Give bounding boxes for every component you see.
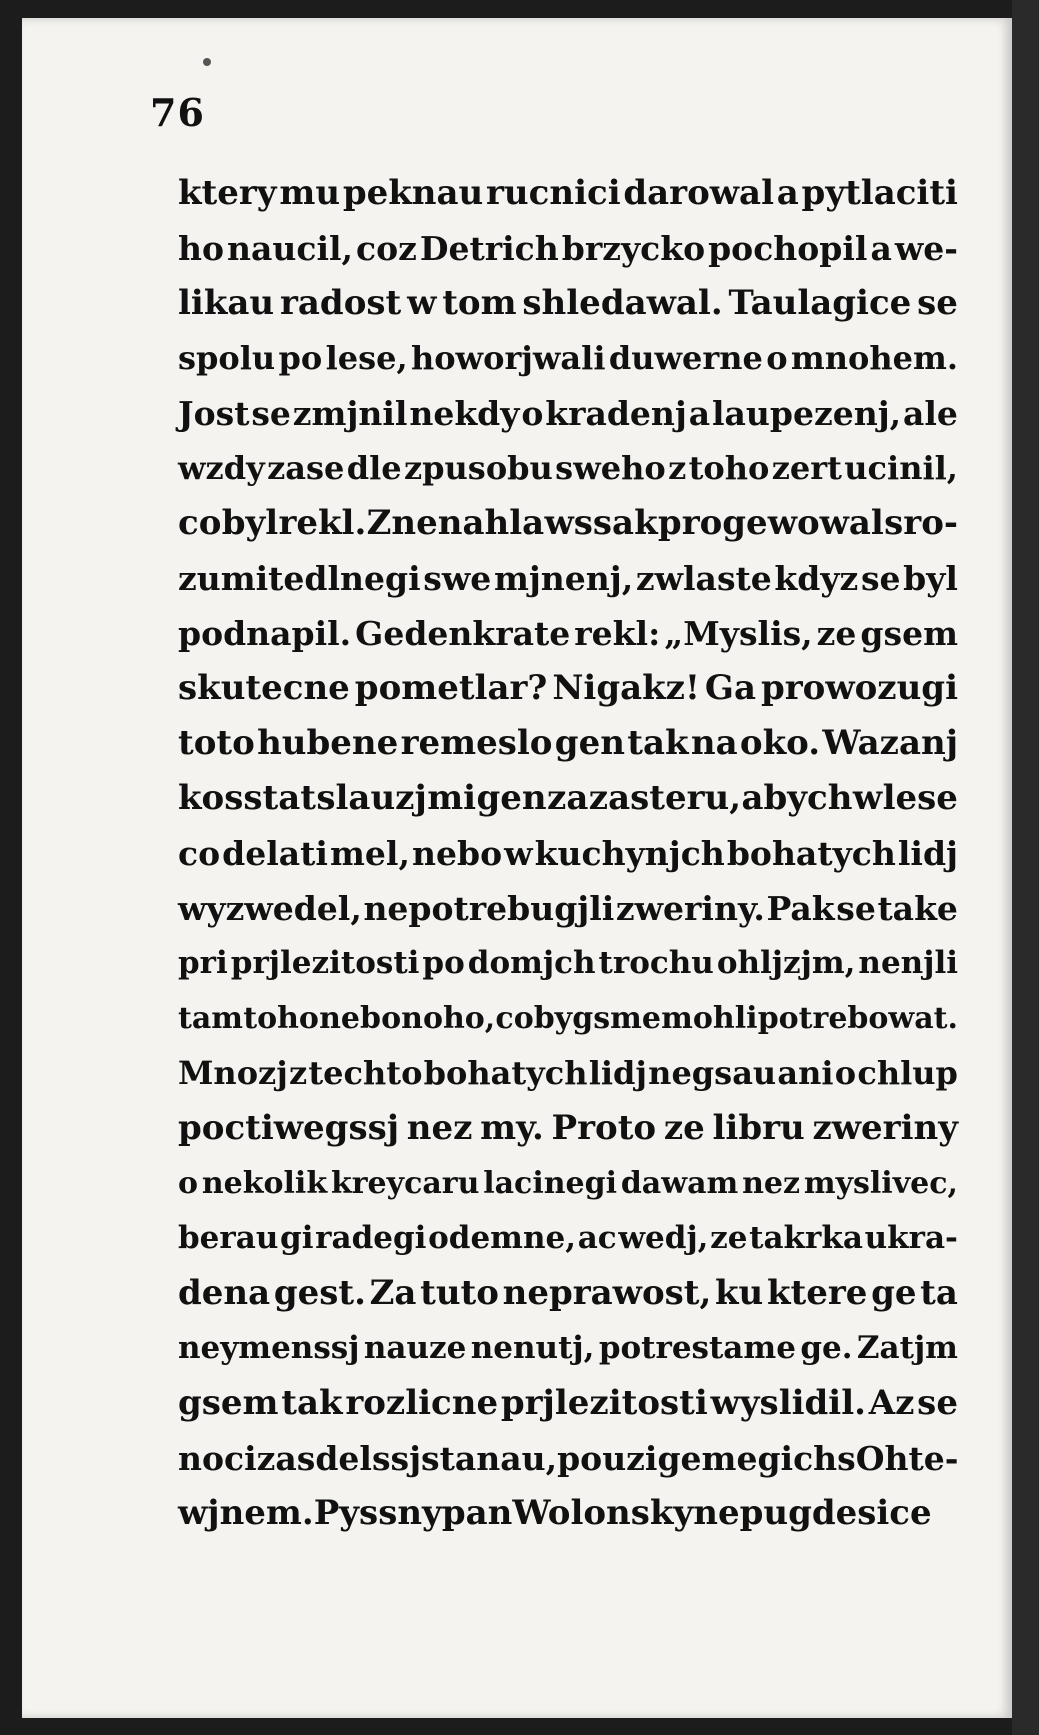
word: tuto (420, 1273, 499, 1313)
word: wyzwedel, (178, 889, 362, 928)
word: Jost (178, 394, 250, 433)
word: za (547, 778, 589, 818)
word: wzdy (178, 449, 265, 487)
word: howorjwali (410, 339, 606, 377)
word: radegi (315, 1220, 427, 1256)
word: toho (243, 1001, 319, 1036)
ink-speck (203, 58, 211, 66)
word: sweho (555, 449, 666, 487)
word: toto (178, 723, 255, 763)
word: darowal (623, 173, 774, 213)
word: neymenssj (178, 1330, 360, 1366)
word: nauze (363, 1330, 467, 1366)
word: byl (221, 503, 279, 543)
text-line (178, 1266, 958, 1321)
word: delssj (315, 1439, 422, 1478)
word: trochu (598, 945, 714, 981)
word: gsme (572, 1001, 661, 1036)
word: zase (267, 449, 345, 487)
word: kosstat (178, 778, 316, 818)
text-line (178, 991, 958, 1046)
text-line (178, 716, 958, 771)
word: pan (441, 1493, 513, 1533)
word: oko. (739, 723, 821, 763)
word: sice (857, 1493, 932, 1533)
word: odemne, (428, 1220, 577, 1256)
word: gsem (178, 1383, 279, 1423)
word: ze (816, 614, 857, 653)
text-line (178, 331, 958, 386)
word: nekolik (201, 1166, 328, 1201)
text-line (178, 1376, 958, 1431)
word: chlup (857, 1054, 958, 1092)
word: nenutj, (470, 1330, 595, 1366)
word: zumitedlnegi (178, 559, 421, 598)
word: Taulagice (728, 283, 912, 323)
word: co (178, 834, 221, 873)
word: myslivec, (803, 1166, 958, 1201)
word: rekl. (278, 503, 367, 543)
word: Znenahla (366, 503, 545, 543)
word: peknau (342, 173, 484, 213)
word: radost (279, 283, 402, 323)
word: Wolonsky (512, 1493, 694, 1533)
word: dawam (620, 1166, 739, 1201)
word: a (688, 394, 711, 433)
word: nez (406, 1108, 473, 1148)
word: Proto (551, 1108, 657, 1148)
word: mjnenj, (493, 559, 634, 598)
word: Nigakz! (552, 668, 700, 708)
word: zwlaste (635, 559, 772, 598)
word: prjlezitosti (230, 945, 420, 981)
word: takrka (749, 1220, 863, 1256)
text-line (178, 826, 958, 881)
word: nekdy (409, 394, 520, 433)
word: abych (741, 778, 853, 818)
word: kdyz (774, 559, 859, 598)
word: gest. (273, 1273, 366, 1313)
word: potrebowat. (757, 1001, 958, 1036)
word: Za (369, 1273, 417, 1313)
word: libru (712, 1108, 805, 1148)
word: ani (777, 1054, 834, 1092)
word: lidj (588, 1054, 647, 1092)
word: noci (178, 1439, 257, 1478)
word: ge (871, 1273, 917, 1313)
text-line (178, 1046, 958, 1101)
word: Gedenkrate (355, 614, 571, 653)
word: Detrich (419, 229, 559, 268)
word: ze (663, 1108, 705, 1148)
word: skutecne (178, 668, 350, 708)
word: mnohem. (790, 339, 958, 377)
word: nepugde (693, 1493, 858, 1533)
word: shledawal. (522, 283, 723, 323)
word: wssak (544, 503, 658, 543)
word: potrestame (598, 1330, 796, 1366)
word: nenjli (858, 945, 958, 981)
word: Zatjm (856, 1330, 958, 1366)
word: dle (346, 449, 402, 487)
text-line (178, 661, 958, 716)
word: Pak (766, 889, 835, 928)
word: rucnici (486, 173, 621, 213)
word: ktery (178, 173, 277, 213)
text-line (178, 1211, 958, 1266)
word: zas (256, 1439, 316, 1478)
text-line (178, 496, 958, 551)
word: podnapil. (178, 614, 352, 653)
word: pri (178, 945, 228, 981)
word: ohljzjm, (716, 945, 856, 981)
word: mohli (661, 1001, 758, 1036)
word: pytlaciti (801, 173, 958, 213)
word: tom (442, 283, 517, 323)
word: Ga (704, 668, 756, 708)
word: o (521, 394, 544, 433)
word: pometlar? (354, 668, 548, 708)
word: po (422, 945, 465, 981)
word: wyslidil. (710, 1383, 866, 1423)
word: nez (742, 1166, 801, 1201)
word: gi (280, 1220, 314, 1256)
word: se (860, 559, 901, 598)
text-line (178, 936, 958, 991)
word: se (917, 1383, 958, 1423)
word: w (852, 778, 883, 818)
word: hubene (257, 723, 399, 763)
word: mu (279, 173, 341, 213)
word: coby (495, 1001, 573, 1036)
word: brzycko (561, 229, 706, 268)
page-number: 76 (150, 90, 205, 135)
text-line (178, 551, 958, 606)
word: ku (714, 1273, 764, 1313)
word: s (837, 1439, 856, 1478)
text-line (178, 1321, 958, 1376)
word: co (178, 503, 222, 543)
word: zert (771, 449, 842, 487)
word: bohatych (726, 834, 896, 873)
word: techto (308, 1054, 423, 1092)
text-line (178, 1431, 958, 1486)
word: gich (757, 1439, 838, 1478)
word: lese (882, 778, 958, 818)
word: se (251, 394, 291, 433)
text-line (178, 441, 958, 496)
word: sro- (884, 503, 958, 543)
word: kradenj (545, 394, 687, 433)
word: w (407, 283, 437, 323)
word: pochopil (708, 229, 868, 268)
word: a (870, 229, 892, 268)
word: poctiwegssj (178, 1108, 400, 1148)
word: progewowal (657, 503, 884, 543)
text-line (178, 386, 958, 441)
text-line (178, 1156, 958, 1211)
word: ucinil, (844, 449, 958, 487)
word: Pyssny (313, 1493, 442, 1533)
text-line (178, 1486, 958, 1541)
word: zasteru, (588, 778, 742, 818)
word: ktere (766, 1273, 868, 1313)
word: Az (868, 1383, 915, 1423)
word: my. (480, 1108, 544, 1148)
word: prjlezitosti (500, 1383, 708, 1423)
word: kreycaru (330, 1166, 480, 1201)
word: lidj (897, 834, 958, 873)
body-text (178, 166, 958, 1541)
word: berau (178, 1220, 279, 1256)
word: ale (903, 394, 958, 433)
text-line (178, 221, 958, 276)
word: toho (688, 449, 770, 487)
word: o (178, 1166, 199, 1201)
word: naucil, (227, 229, 354, 268)
word: Ohte- (855, 1439, 959, 1478)
word: neprawost, (502, 1273, 712, 1313)
word: spolu (178, 339, 276, 377)
word: se (917, 283, 958, 323)
word: likau (178, 283, 275, 323)
word: tak (281, 1383, 343, 1423)
book-spine-shadow (1012, 0, 1039, 1735)
text-line (178, 606, 958, 661)
word: wjnem. (178, 1493, 314, 1533)
text-line (178, 276, 958, 331)
word: slauzj (316, 778, 427, 818)
text-line (178, 771, 958, 826)
word: a (776, 173, 799, 213)
word: swe (423, 559, 492, 598)
word: laupezenj, (711, 394, 902, 433)
word: zmjnil (292, 394, 408, 433)
word: kuchynjch (534, 834, 725, 873)
word: zpusobu (403, 449, 553, 487)
word: mel, (330, 834, 410, 873)
word: dena (178, 1273, 271, 1313)
word: byl (903, 559, 958, 598)
word: „Myslis, (664, 614, 813, 653)
word: rozlicne (345, 1383, 499, 1423)
word: o (834, 1054, 857, 1092)
word: prowozugi (760, 668, 958, 708)
word: Wazanj (822, 723, 958, 763)
text-line (178, 166, 958, 221)
word: ge. (800, 1330, 853, 1366)
word: tak (627, 723, 689, 763)
word: z (668, 449, 687, 487)
word: bohatych (423, 1054, 588, 1092)
word: na (690, 723, 738, 763)
word: zweriny (812, 1108, 958, 1148)
word: tam (178, 1001, 244, 1036)
word: nepotrebugjli (363, 889, 615, 928)
word: Mnozj (178, 1054, 288, 1092)
word: coz (356, 229, 417, 268)
word: lacinegi (483, 1166, 617, 1201)
word: domjch (467, 945, 596, 981)
word: ta (920, 1273, 958, 1313)
word: rekl: (574, 614, 661, 653)
word: delati (222, 834, 328, 873)
word: ukra- (864, 1220, 958, 1256)
word: nebo (412, 834, 503, 873)
word: stanau, (421, 1439, 558, 1478)
word: ac (577, 1220, 617, 1256)
word: mi (427, 778, 477, 818)
word: gsem (860, 614, 958, 653)
word: ze (710, 1220, 748, 1256)
word: take (877, 889, 958, 928)
word: remeslo (400, 723, 553, 763)
word: gen (476, 778, 547, 818)
word: negsau (648, 1054, 777, 1092)
word: w (504, 834, 533, 873)
text-line (178, 1101, 958, 1156)
text-line (178, 881, 958, 936)
word: po (278, 339, 323, 377)
word: onoho, (381, 1001, 496, 1036)
word: pouzigeme (557, 1439, 758, 1478)
word: duwerne (608, 339, 763, 377)
word: z (289, 1054, 308, 1092)
word: gen (554, 723, 625, 763)
word: ho (178, 229, 225, 268)
word: se (836, 889, 876, 928)
word: we- (894, 229, 958, 268)
word: zweriny. (615, 889, 765, 928)
word: o (766, 339, 788, 377)
word: neb (319, 1001, 381, 1036)
word: lese, (325, 339, 408, 377)
word: wedj, (618, 1220, 709, 1256)
